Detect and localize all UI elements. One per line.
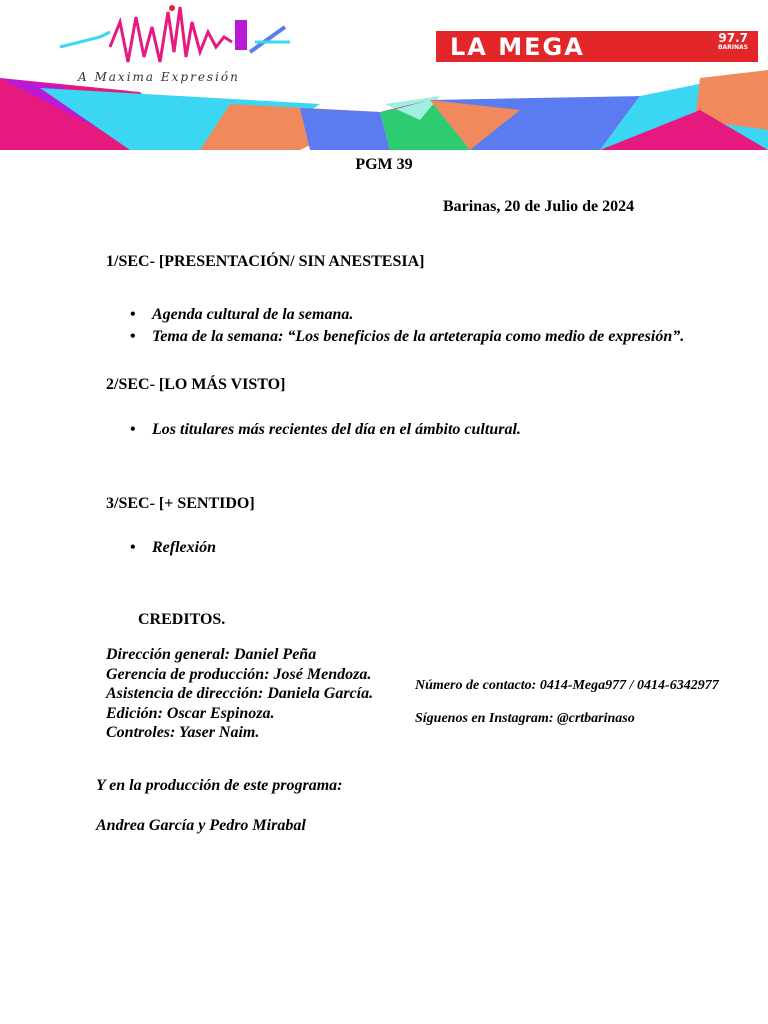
production-names: Andrea García y Pedro Mirabal: [96, 817, 306, 834]
document-date: Barinas, 20 de Julio de 2024: [443, 198, 635, 215]
station-logo: [436, 31, 758, 62]
station-city: BARINAS: [717, 44, 748, 51]
credit-line: Dirección general: Daniel Peña: [106, 646, 317, 663]
section-3-heading: 3/SEC- [+ SENTIDO]: [106, 495, 255, 512]
credit-line: Controles: Yaser Naim.: [106, 724, 260, 741]
credit-line: Edición: Oscar Espinoza.: [106, 705, 275, 722]
bullet-icon: •: [130, 539, 136, 556]
section-2-heading: 2/SEC- [LO MÁS VISTO]: [106, 376, 286, 393]
station-frequency: 97.7 BARINAS: [717, 31, 748, 51]
credits-heading: CREDITOS.: [138, 611, 226, 628]
bullet-icon: •: [130, 328, 136, 345]
credit-line: Gerencia de producción: José Mendoza.: [106, 666, 372, 683]
instagram-handle: Síguenos en Instagram: @crtbarinaso: [415, 711, 635, 726]
credit-line: Asistencia de dirección: Daniela García.: [106, 685, 374, 702]
station-logo-text: LA MEGA: [450, 33, 585, 61]
section-1-heading: 1/SEC- [PRESENTACIÓN/ SIN ANESTESIA]: [106, 253, 425, 270]
bullet-icon: •: [130, 421, 136, 438]
program-title: PGM 39: [355, 156, 413, 173]
production-intro: Y en la producción de este programa:: [96, 777, 343, 794]
bullet-icon: •: [130, 306, 136, 323]
contact-number: Número de contacto: 0414-Mega977 / 0414-6342977: [415, 678, 719, 693]
logo-tagline: A Maxima Expresión: [78, 70, 240, 84]
waveform-logo-graphic: [40, 2, 310, 72]
